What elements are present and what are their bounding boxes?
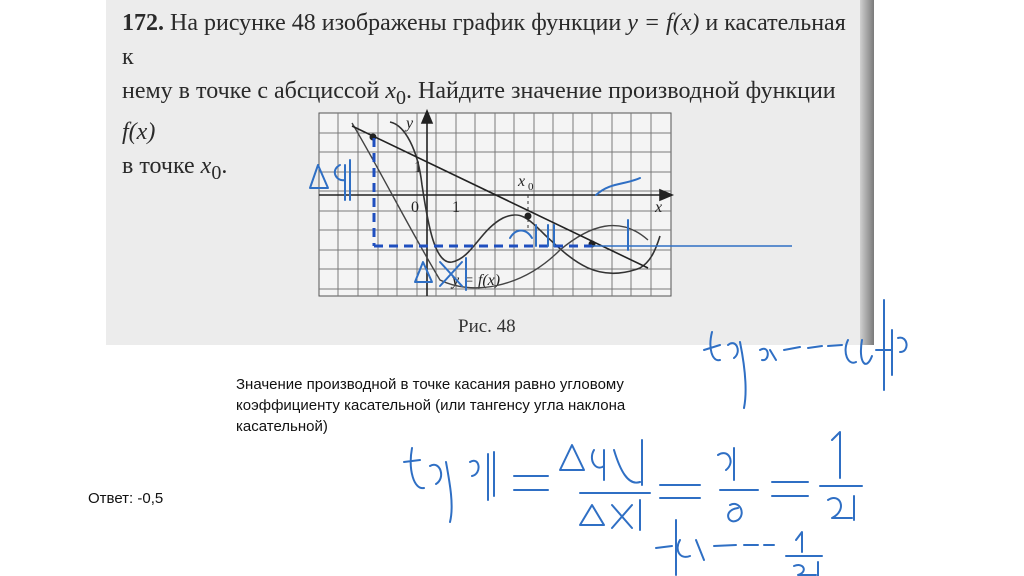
problem-line1-a: На рисунке 48 изображены график функции: [170, 10, 628, 36]
problem-line1-math: y = f(x): [627, 10, 700, 36]
tangent-point-b: [589, 241, 596, 248]
tangency-point: [525, 213, 532, 220]
explanation-text: Значение производной в точке касания равно угловому коэффициенту касательной (или тангенсу угла наклона касательной): [236, 376, 626, 435]
function-label: y = f(x): [452, 272, 501, 289]
unit-y-label: 1: [414, 159, 422, 176]
figure-caption: Рис. 48: [458, 316, 516, 337]
problem-line2-math: x: [385, 78, 397, 104]
x0-label: x: [518, 173, 526, 190]
problem-line3-sub: 0: [211, 161, 222, 184]
problem-line2-math2: f(x): [122, 118, 156, 145]
problem-line3-a: в точке: [122, 152, 201, 179]
problem-line2-b: . Найдите значение производной функции: [406, 78, 836, 104]
problem-number: 172.: [122, 10, 164, 36]
origin-label: 0: [411, 199, 419, 216]
unit-x-label: 1: [452, 199, 460, 216]
problem-line3-b: .: [221, 152, 228, 179]
problem-line1-b: и касательная к: [122, 10, 846, 70]
problem-line2-sub: 0: [396, 86, 407, 109]
x0-sub: 0: [528, 181, 534, 193]
answer-text: Ответ: -0,5: [88, 490, 164, 507]
axis-x-label: x: [655, 199, 663, 216]
axis-y-label: y: [406, 115, 414, 132]
problem-line2-a: нему в точке с абсциссой: [122, 78, 386, 104]
tangent-point-a: [370, 134, 377, 141]
problem-line3-math: x: [200, 152, 212, 179]
grid: [319, 113, 671, 296]
